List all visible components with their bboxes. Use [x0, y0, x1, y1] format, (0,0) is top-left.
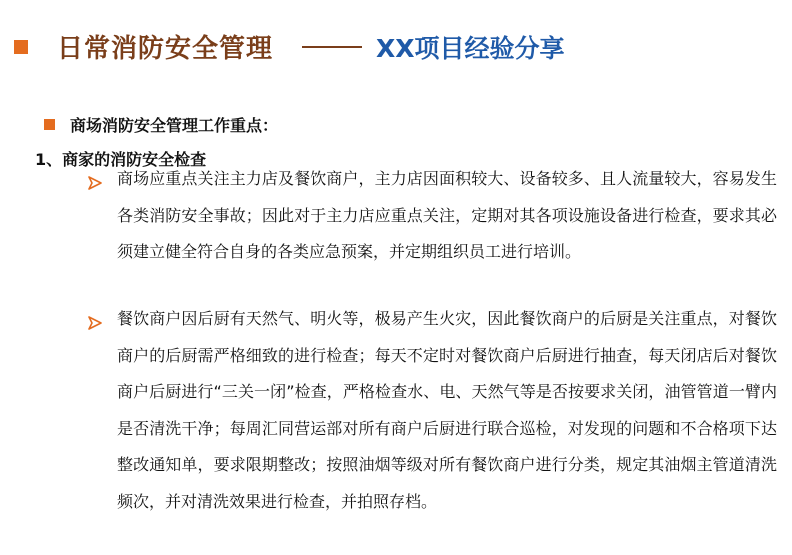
slide-title: 日常消防安全管理 — [57, 34, 274, 64]
subsection-heading: 1、商家的消防安全检查 — [35, 150, 207, 169]
title-square-icon — [14, 40, 28, 54]
arrow-bullet-icon — [88, 316, 102, 330]
slide-subtitle: XX项目经验分享 — [376, 34, 565, 63]
title-dash-divider — [302, 46, 362, 48]
section-square-icon — [44, 119, 55, 130]
bullet-text: 商场应重点关注主力店及餐饮商户，主力店因面积较大、设备较多、且人流量较大，容易发生各类消防安全事故；因此对于主力店应重点关注，定期对其各项设施设备进行检查，要求其必须建立健全符合自身的各类应急预案，并定期组织员工进行培训。 — [117, 169, 777, 261]
section-heading-text: 商场消防安全管理工作重点： — [70, 116, 279, 135]
slide-title-bar — [0, 26, 792, 66]
arrow-bullet-icon — [88, 176, 102, 190]
bullet-text: 餐饮商户因后厨有天然气、明火等，极易产生火灾，因此餐饮商户的后厨是关注重点，对餐饮商户的后厨需严格细致的进行检查；每天不定时对餐饮商户后厨进行抽查，每天闭店后对餐饮商户后厨进行“三关一闭”检查，严格检查水、电、天然气等是否按要求关闭，油管管道一臂内是否清洗干净；每周汇同营运部对所有商户后厨进行联合巡检，对发现的问题和不合格项下达整改通知单，要求限期整改；按照油烟等级对所有餐饮商户进行分类，规定其油烟主管道清洗频次，并对清洗效果进行检查，并拍照存档。 — [117, 309, 777, 511]
